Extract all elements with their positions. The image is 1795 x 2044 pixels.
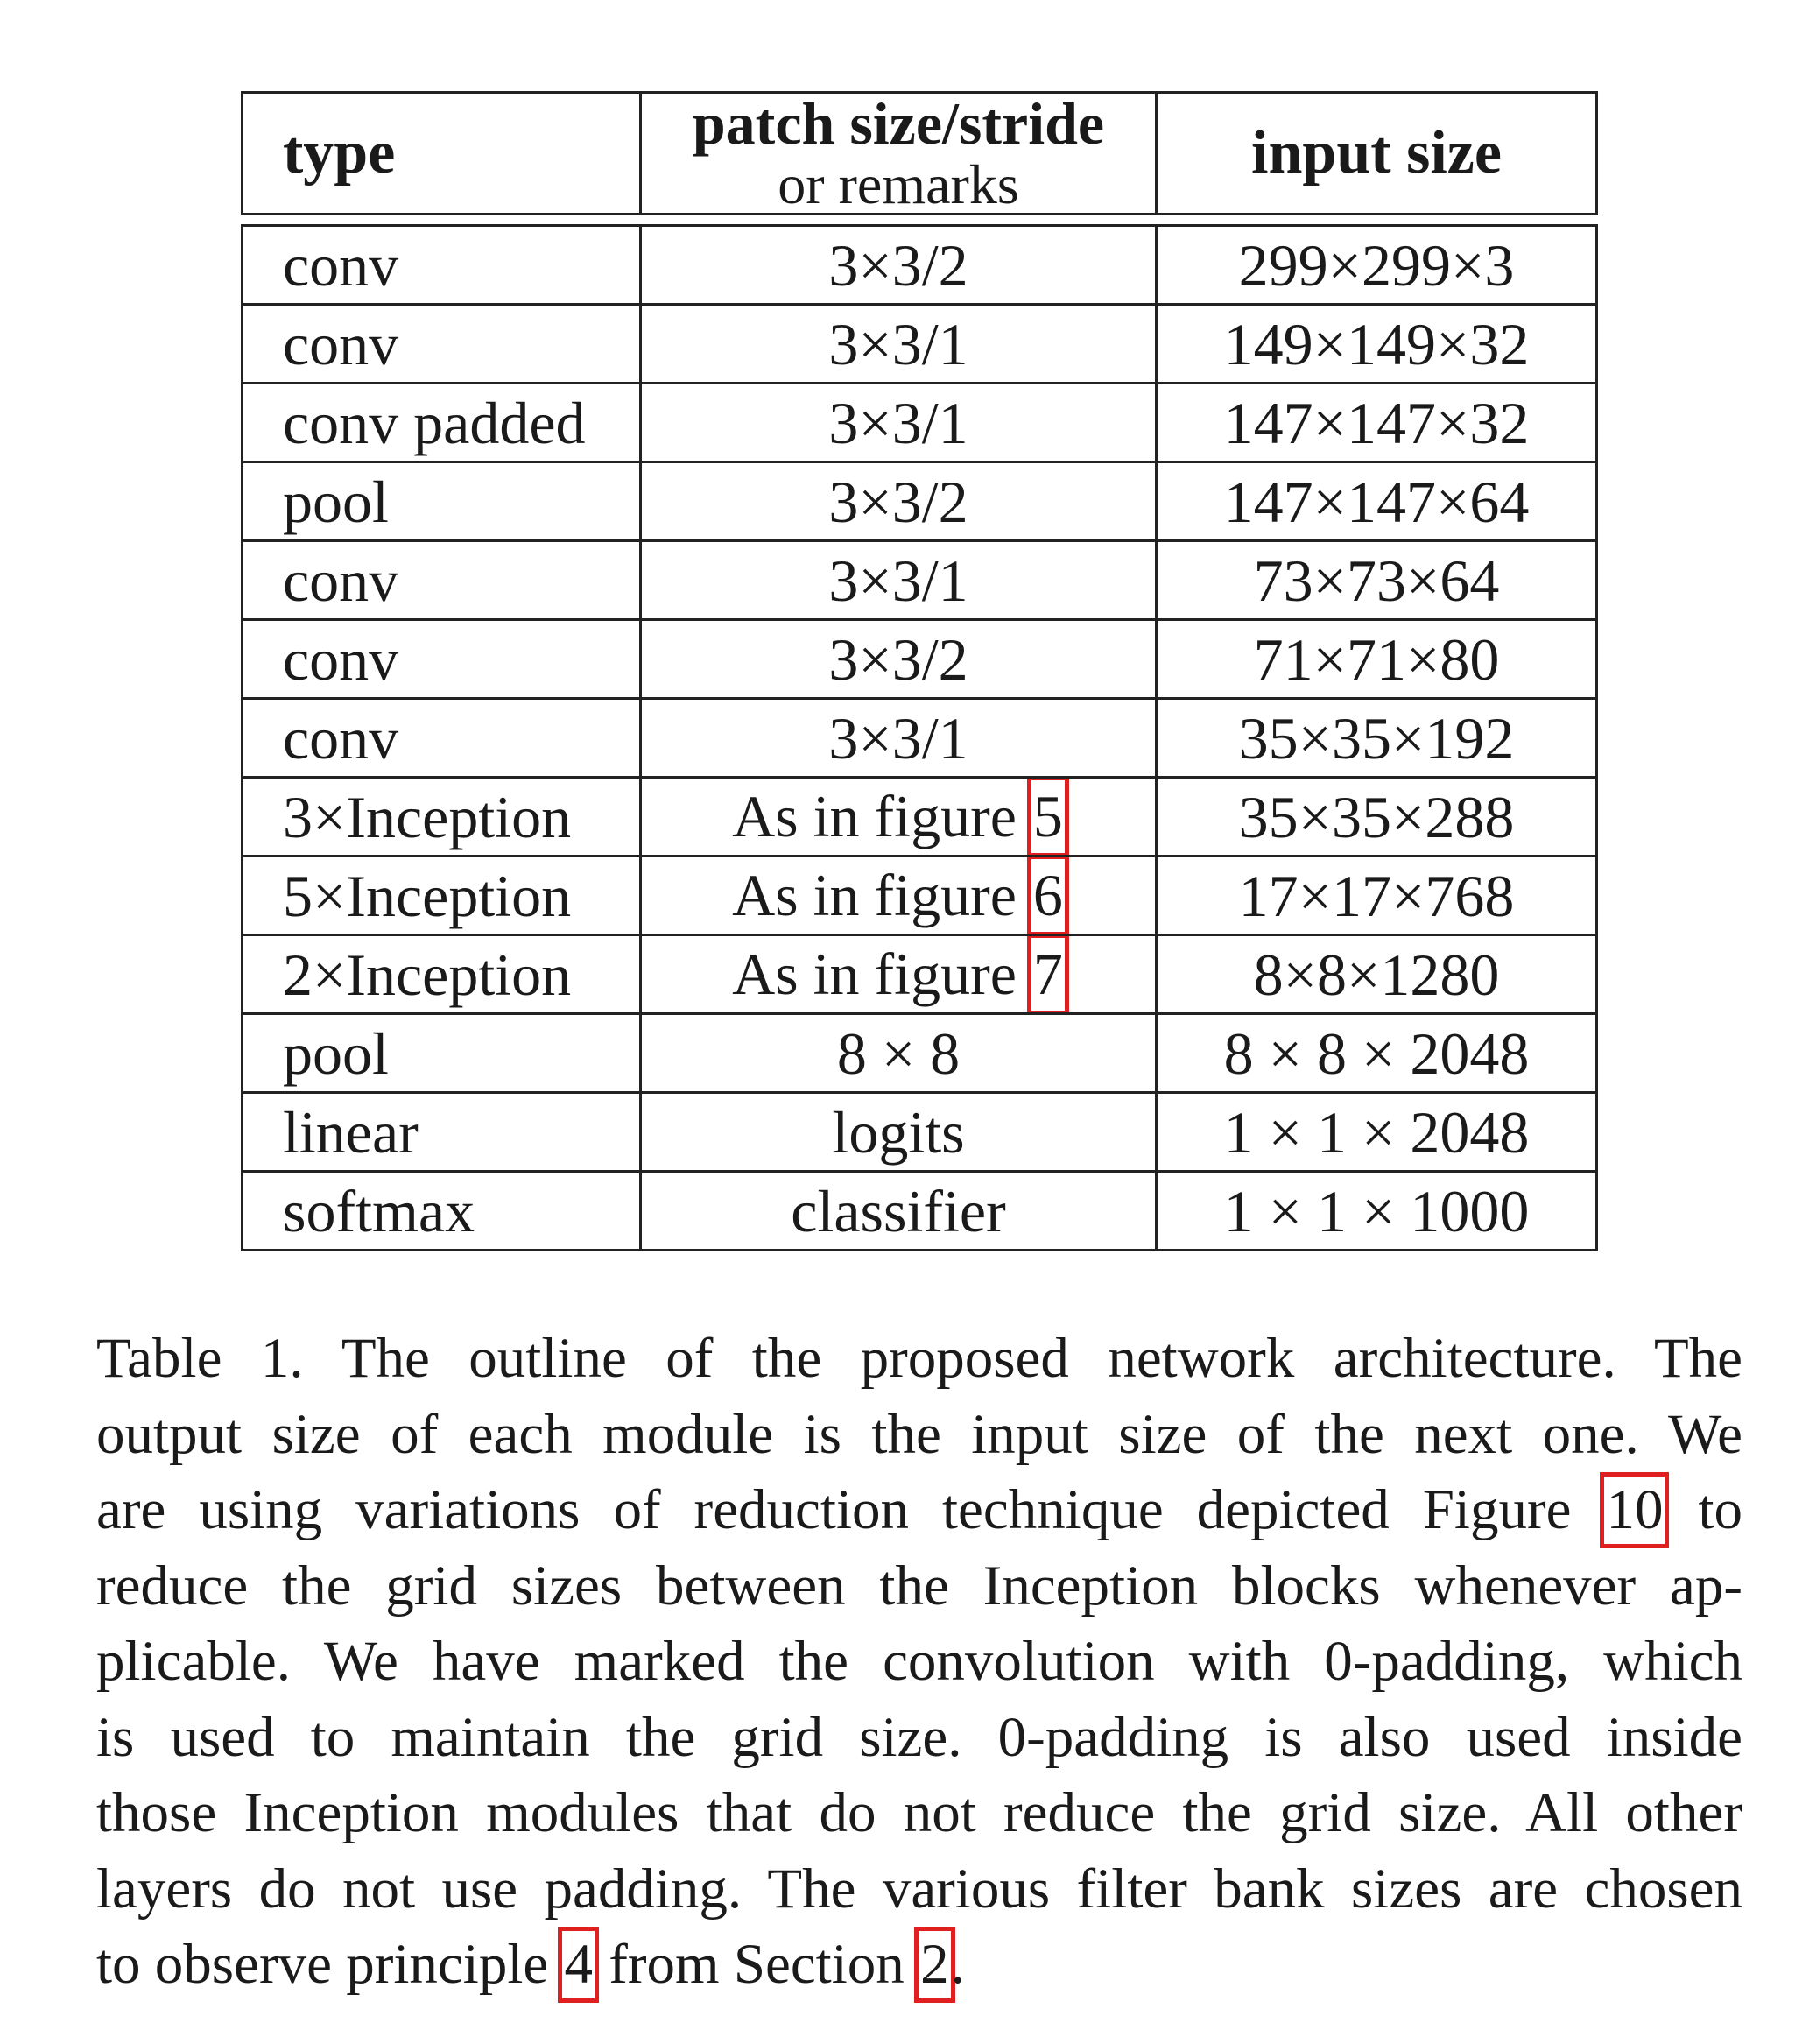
cell-patch: 3×3/2 xyxy=(642,621,1158,700)
table-row xyxy=(241,224,1598,306)
caption-line: output size of each module is the input size of the next one. We xyxy=(96,1402,1742,1466)
section-ref-link[interactable]: 2 xyxy=(919,1931,951,1998)
table-row xyxy=(241,621,1598,700)
caption-line: layers do not use padding. The various filter bank sizes are chosen xyxy=(96,1857,1742,1921)
cell-type: linear xyxy=(241,1094,642,1173)
table-row xyxy=(241,1015,1598,1094)
cell-patch: 3×3/1 xyxy=(642,700,1158,779)
caption-line: is used to maintain the grid size. 0-padding is also used inside xyxy=(96,1705,1742,1769)
table-row xyxy=(241,1173,1598,1251)
architecture-table-container xyxy=(241,91,1598,1251)
cell-input: 147×147×64 xyxy=(1158,463,1598,542)
table-header-row xyxy=(241,91,1598,215)
cell-patch xyxy=(642,779,1158,857)
cell-input: 35×35×288 xyxy=(1158,779,1598,857)
cell-patch: classifier xyxy=(642,1173,1158,1251)
table-row xyxy=(241,779,1598,857)
patch-text: As in figure xyxy=(732,941,1031,1008)
cell-patch: logits xyxy=(642,1094,1158,1173)
cell-patch xyxy=(642,857,1158,936)
cell-input: 8×8×1280 xyxy=(1158,936,1598,1015)
caption-text: from Section xyxy=(594,1933,919,1996)
table-row xyxy=(241,1094,1598,1173)
caption-line xyxy=(96,1472,1742,1548)
cell-input: 35×35×192 xyxy=(1158,700,1598,779)
cell-patch: 3×3/2 xyxy=(642,224,1158,306)
figure-ref-link[interactable]: 10 xyxy=(1604,1477,1665,1544)
header-spacer xyxy=(241,215,1598,224)
cell-input: 147×147×32 xyxy=(1158,384,1598,463)
cell-type: pool xyxy=(241,1015,642,1094)
table-row xyxy=(241,306,1598,384)
table-row xyxy=(241,542,1598,621)
header-type: type xyxy=(241,91,642,215)
architecture-table xyxy=(241,91,1598,1251)
table-row xyxy=(241,936,1598,1015)
principle-ref-link[interactable]: 4 xyxy=(562,1931,595,1998)
caption-line: Table 1. The outline of the proposed network architecture. The xyxy=(96,1327,1742,1390)
cell-input: 299×299×3 xyxy=(1158,224,1598,306)
cell-patch xyxy=(642,936,1158,1015)
cell-input: 1 × 1 × 2048 xyxy=(1158,1094,1598,1173)
figure-ref-link[interactable]: 5 xyxy=(1031,780,1065,853)
table-row xyxy=(241,700,1598,779)
cell-type: softmax xyxy=(241,1173,642,1251)
cell-type: conv xyxy=(241,700,642,779)
cell-type: conv xyxy=(241,224,642,306)
header-patch-sub: or remarks xyxy=(778,153,1019,215)
cell-input: 8 × 8 × 2048 xyxy=(1158,1015,1598,1094)
cell-type: conv xyxy=(241,306,642,384)
caption-line xyxy=(96,1927,1742,2003)
cell-input: 71×71×80 xyxy=(1158,621,1598,700)
caption-line: those Inception modules that do not reduce the grid size. All other xyxy=(96,1781,1742,1844)
table-caption xyxy=(96,1321,1742,2003)
caption-text: are using variations of reduction technique depicted Figure xyxy=(96,1478,1605,1541)
cell-patch: 3×3/1 xyxy=(642,542,1158,621)
header-input-size: input size xyxy=(1158,91,1598,215)
figure-ref-link[interactable]: 7 xyxy=(1031,938,1065,1011)
table-row xyxy=(241,857,1598,936)
cell-input: 17×17×768 xyxy=(1158,857,1598,936)
cell-type: conv xyxy=(241,542,642,621)
cell-type: conv padded xyxy=(241,384,642,463)
cell-input: 1 × 1 × 1000 xyxy=(1158,1173,1598,1251)
patch-text: As in figure xyxy=(732,783,1031,850)
patch-text: As in figure xyxy=(732,862,1031,929)
figure-ref-link[interactable]: 6 xyxy=(1031,859,1065,932)
caption-text: to observe principle xyxy=(96,1933,563,1996)
cell-patch: 3×3/1 xyxy=(642,306,1158,384)
cell-patch: 8 × 8 xyxy=(642,1015,1158,1094)
caption-line: reduce the grid sizes between the Inception blocks whenever ap- xyxy=(96,1554,1742,1618)
table-row xyxy=(241,463,1598,542)
cell-patch: 3×3/1 xyxy=(642,384,1158,463)
cell-patch: 3×3/2 xyxy=(642,463,1158,542)
header-patch-size xyxy=(642,91,1158,215)
cell-type: conv xyxy=(241,621,642,700)
caption-line: plicable. We have marked the convolution with 0-padding, which xyxy=(96,1630,1742,1693)
cell-type: 3×Inception xyxy=(241,779,642,857)
cell-input: 73×73×64 xyxy=(1158,542,1598,621)
cell-type: pool xyxy=(241,463,642,542)
caption-text: . xyxy=(950,1933,965,1996)
cell-type: 2×Inception xyxy=(241,936,642,1015)
header-patch-main: patch size/stride xyxy=(692,91,1105,157)
cell-type: 5×Inception xyxy=(241,857,642,936)
table-row xyxy=(241,384,1598,463)
cell-input: 149×149×32 xyxy=(1158,306,1598,384)
caption-text: to xyxy=(1665,1478,1743,1541)
